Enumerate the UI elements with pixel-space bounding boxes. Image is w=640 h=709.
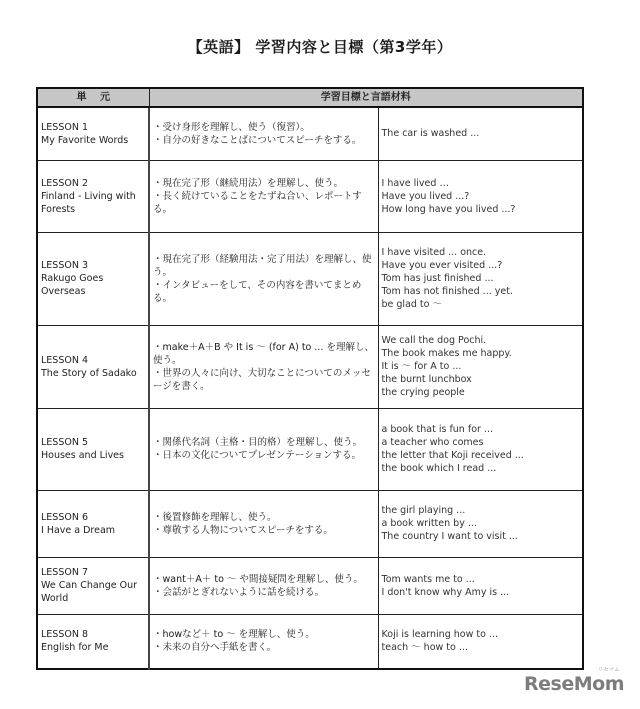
- material-item: The country I want to visit ...: [381, 531, 518, 542]
- materials-cell: [378, 325, 583, 408]
- materials-cell: [378, 232, 583, 325]
- material-item: a teacher who comes: [381, 437, 484, 448]
- goal-item: ・受け身形を理解し、使う（復習）。: [153, 121, 310, 133]
- goal-item: ・未来の自分へ手紙を書く。: [153, 642, 277, 654]
- material-item: Tom has not finished ... yet.: [381, 286, 513, 297]
- material-item: a book written by ...: [381, 518, 477, 529]
- material-item: Have you ever visited ...?: [381, 260, 503, 271]
- material-item: Have you lived ...?: [381, 190, 470, 202]
- materials-cell: [378, 160, 583, 232]
- lesson-title: Finland - Living with Forests: [41, 190, 136, 215]
- goal-item: ・自分の好きなことばについてスピーチをする。: [153, 134, 362, 146]
- goal-item: ・現在完了形（経験用法・完了用法）を理解し、使う。: [153, 253, 372, 278]
- lesson-number: LESSON 1: [41, 121, 89, 133]
- goal-item: ・会話がとぎれないように話を続ける。: [153, 586, 325, 598]
- page-title: 【英語】 学習内容と目標（第3学年）: [187, 38, 453, 56]
- material-item: I have lived …: [381, 177, 449, 189]
- material-item: teach ～ how to ...: [381, 642, 468, 654]
- materials-cell: [378, 490, 583, 557]
- goal-item: ・want＋A＋ to ～ や間接疑問を理解し、使う。: [153, 573, 363, 585]
- goals-cell: [149, 232, 378, 325]
- lesson-title: Rakugo Goes Overseas: [41, 273, 104, 297]
- table-row: [37, 408, 583, 490]
- goal-item: ・make＋A＋B や It is ～ (for A) to ... を理解し、使う。: [153, 341, 374, 366]
- goal-item: ・howなど＋ to ～ を理解し、使う。: [153, 629, 315, 641]
- materials-cell: [378, 408, 583, 490]
- logo-text: ReseMom: [524, 673, 624, 695]
- lesson-title: Houses and Lives: [41, 450, 124, 461]
- material-item: Tom has just finished ...: [381, 273, 494, 284]
- goal-item: ・尊敬する人物についてスピーチをする。: [153, 524, 333, 536]
- lesson-title: The Story of Sadako: [41, 367, 137, 379]
- table-header-row: [37, 88, 583, 107]
- lesson-number: LESSON 2: [41, 177, 89, 189]
- table-row: [37, 107, 583, 160]
- goal-item: ・世界の人々に向け、大切なことについてのメッセージを書く。: [153, 367, 371, 392]
- unit-cell: [37, 408, 149, 490]
- goals-cell: [149, 160, 378, 232]
- table-row: [37, 232, 583, 325]
- material-item: The book makes me happy.: [381, 348, 512, 359]
- goal-item: ・インタビューをして、その内容を書いてまとめる。: [153, 279, 362, 304]
- material-item: Koji is learning how to ...: [381, 629, 498, 641]
- unit-cell: [37, 614, 149, 669]
- goals-cell: [149, 490, 378, 557]
- material-item: the letter that Koji received ...: [381, 450, 524, 461]
- goal-item: ・現在完了形（継続用法）を理解し、使う。: [153, 177, 344, 189]
- lesson-number: LESSON 6: [41, 511, 89, 523]
- curriculum-table: [36, 87, 584, 670]
- lesson-title: I Have a Dream: [41, 524, 116, 536]
- table-row: [37, 614, 583, 669]
- goal-item: ・日本の文化についてプレゼンテーションする。: [153, 450, 362, 461]
- table-row: [37, 160, 583, 232]
- material-item: a book that is fun for ...: [381, 424, 493, 435]
- material-item: the burnt lunchbox: [381, 374, 472, 385]
- unit-cell: [37, 160, 149, 232]
- material-item: Tom wants me to ...: [381, 573, 475, 585]
- goals-cell: [149, 107, 378, 160]
- material-item: The car is washed ...: [381, 128, 480, 140]
- material-item: It is ～ for A to ...: [381, 361, 462, 372]
- lesson-title: My Favorite Words: [41, 134, 129, 146]
- material-item: the girl playing ...: [381, 505, 466, 516]
- goals-cell: [149, 408, 378, 490]
- goal-item: ・後置修飾を理解し、使う。: [153, 511, 277, 523]
- goals-cell: [149, 614, 378, 669]
- materials-cell: [378, 107, 583, 160]
- goals-cell: [149, 325, 378, 408]
- material-item: be glad to ～: [381, 299, 442, 310]
- unit-cell: [37, 490, 149, 557]
- table-row: [37, 325, 583, 408]
- unit-cell: [37, 107, 149, 160]
- goals-cell: [149, 557, 378, 614]
- material-item: We call the dog Pochi.: [381, 335, 487, 346]
- unit-cell: [37, 325, 149, 408]
- material-item: How long have you lived ...?: [381, 203, 516, 215]
- lesson-number: LESSON 7: [41, 567, 89, 578]
- header-unit: 単 元: [37, 88, 149, 107]
- materials-cell: [378, 557, 583, 614]
- material-item: I have visited ... once.: [381, 247, 487, 258]
- lesson-number: LESSON 3: [41, 260, 89, 271]
- logo-ruby: リセマム: [598, 667, 620, 673]
- goal-item: ・関係代名詞（主格・目的格）を理解し、使う。: [153, 437, 363, 448]
- unit-cell: [37, 557, 149, 614]
- lesson-title: English for Me: [41, 642, 109, 654]
- header-goals-materials: 学習目標と言語材料: [149, 88, 583, 107]
- resemom-logo: [524, 667, 624, 695]
- lesson-number: LESSON 8: [41, 629, 89, 641]
- material-item: the book which I read ...: [381, 463, 497, 474]
- material-item: I don't know why Amy is ...: [381, 586, 510, 598]
- unit-cell: [37, 232, 149, 325]
- lesson-title: We Can Change Our World: [41, 580, 137, 604]
- table-row: [37, 490, 583, 557]
- goal-item: ・長く続けていることをたずね合い、レポートする。: [153, 190, 362, 215]
- materials-cell: [378, 614, 583, 669]
- lesson-number: LESSON 4: [41, 354, 89, 366]
- lesson-number: LESSON 5: [41, 437, 89, 448]
- material-item: the crying people: [381, 387, 465, 398]
- table-row: [37, 557, 583, 614]
